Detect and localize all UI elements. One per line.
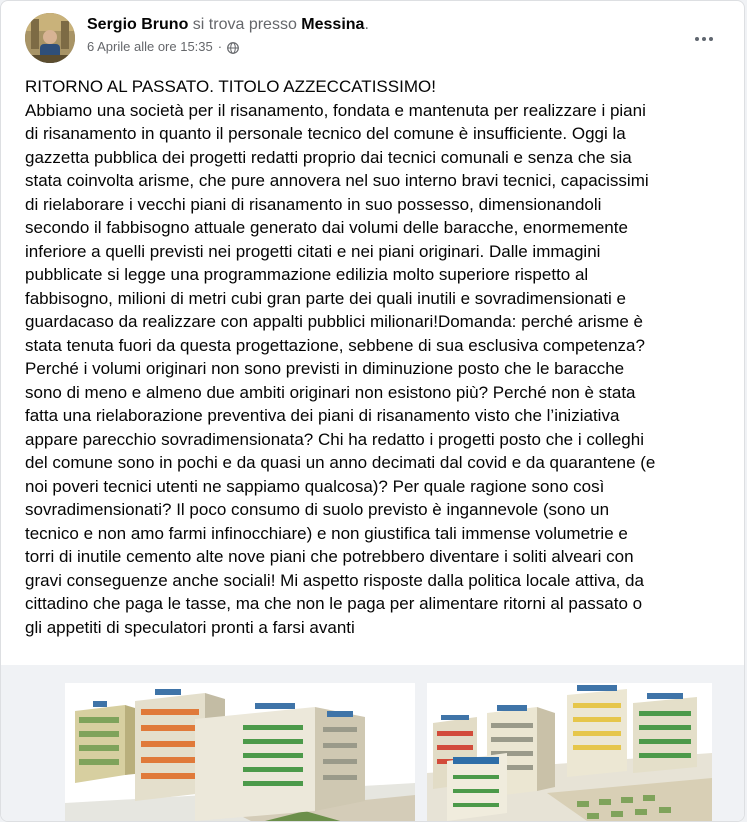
author-name[interactable]: Sergio Bruno — [87, 16, 189, 33]
post-header — [1, 1, 744, 67]
post-photo-2[interactable] — [427, 683, 712, 822]
post-text: RITORNO AL PASSATO. TITOLO AZZECCATISSIMO! Abbiamo una società per il risanamento, fondata e mantenuta per realizzare i piani di risanamento in quanto il personale tecnico del comune è insufficiente. Oggi la gazzetta pubblica dei progetti redatti proprio dai tecnici comunali e senza che sia stata coinvolta arisme, che pure annovera nel suo interno bravi tecnici, capacissimi di rielaborare i vecchi piani di risanamento in suo possesso, dimensionandoli secondo il fabbisogno attuale generato dai volumi delle baracche, enormemente inferiore a quelli previsti nei progetti citati e nei piani originari. Dalle immagini pubblicate si legge una programmazione edilizia molto superiore rispetto al fabbisogno, milioni di metri cubi gran parte dei quali inutili e sovradimensionati e guardacaso da realizzare con appalti pubblici milionari!Domanda: perché arisme è stata tenuta fuori da questa progettazione, sebbene di sua esclusiva competenza? Perché i volumi originari non sono previsti in diminuzione posto che le baracche sono di meno e almeno due ambiti originari non esistono più? Perché non è stata fatta una rielaborazione preventiva dei piani di risanamento visto che l’iniziativa appare parecchio sovradimensionata? Chi ha redatto i progetti posto che i colleghi del comune sono in pochi e da quasi un anno decimati dal covid e da quarantene (e noi poveri tecnici utenti ne sappiamo qualcosa)? Per quale ragione sono così sovradimensionati? Il poco consumo di suolo previsto è ingannevole (sono un tecnico e non amo farmi infinocchiare) e non giustifica tali immense volumetrie e torri di inutile cemento alte nove piani che potrebbero diventare i soliti alveari con gravi conseguenze anche sociali! Mi aspetto risposte dalla politica locale attiva, da cittadino che paga le tasse, ma che non le paga per alimentare ritorni al passato o gli appetiti di speculatori pronti a farsi avanti — [25, 77, 656, 637]
location-link[interactable]: Messina — [301, 16, 365, 33]
dot — [695, 37, 699, 41]
location-prefix: si trova presso — [192, 16, 297, 33]
post-meta — [87, 15, 369, 55]
author-line — [87, 15, 369, 35]
date-separator: · — [217, 39, 223, 54]
location-suffix: . — [364, 16, 369, 33]
post-date[interactable]: 6 Aprile alle ore 15:35 — [87, 39, 213, 54]
globe-icon[interactable] — [227, 41, 239, 53]
more-options-icon[interactable] — [690, 29, 718, 49]
post-date-line — [87, 38, 369, 55]
post-photos — [1, 665, 744, 822]
avatar-photo — [25, 13, 75, 63]
post-photo-1[interactable] — [65, 683, 415, 822]
dot — [709, 37, 713, 41]
author-avatar[interactable] — [25, 13, 75, 63]
dot — [702, 37, 706, 41]
